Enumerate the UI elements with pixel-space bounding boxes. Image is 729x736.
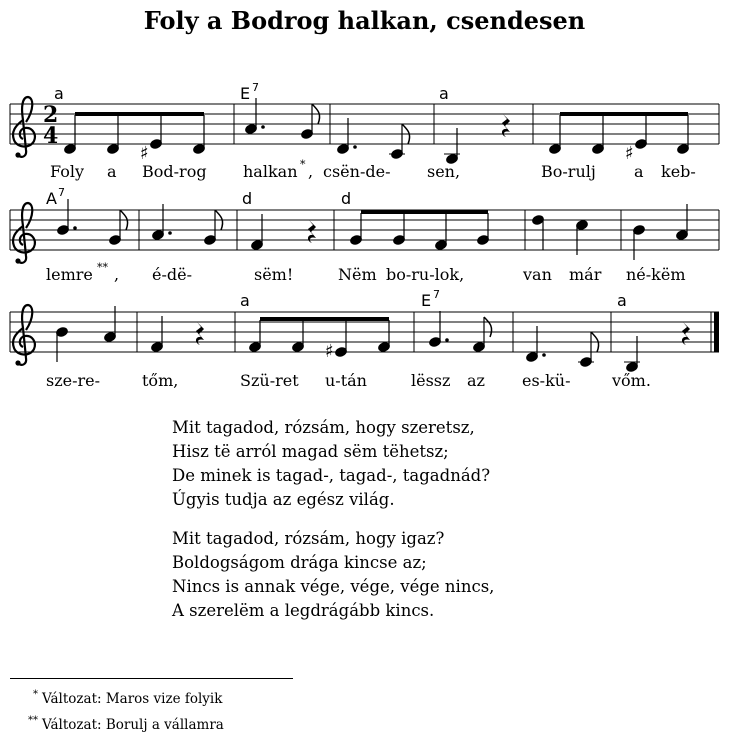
svg-text:es-kü-: es-kü-	[522, 371, 571, 390]
svg-text:,: ,	[114, 265, 120, 284]
svg-text:a: a	[107, 162, 117, 181]
lyrics-line-1	[50, 158, 696, 181]
svg-text:*: *	[300, 158, 306, 171]
chord-label: E	[421, 291, 432, 310]
notes-system-1	[63, 98, 689, 165]
svg-text:,: ,	[308, 162, 314, 181]
svg-text:Bo-rulj: Bo-rulj	[541, 162, 596, 181]
svg-text:é-dë-: é-dë-	[152, 265, 192, 284]
lyrics-line-3	[46, 371, 651, 390]
footnote-mark: *	[33, 689, 38, 700]
chord-superscript: 7	[252, 81, 259, 94]
svg-text:♯: ♯	[325, 341, 334, 362]
verse-line: Boldogságom drága kincse az;	[172, 553, 427, 572]
svg-text:sze-re-: sze-re-	[46, 371, 101, 390]
svg-text:Nëm: Nëm	[338, 265, 377, 284]
verse-line: Nincs is annak vége, vége, vége nincs,	[172, 577, 495, 596]
svg-text:sen,: sen,	[427, 162, 461, 181]
stanza	[172, 527, 494, 623]
svg-text:Bod-rog: Bod-rog	[142, 162, 207, 181]
treble-clef-icon	[13, 203, 35, 264]
svg-text:né-këm: né-këm	[626, 265, 686, 284]
treble-clef-icon	[13, 97, 35, 158]
song-title: Foly a Bodrog halkan, csendesen	[143, 6, 586, 35]
footnote-mark: **	[28, 715, 38, 726]
svg-text:van: van	[523, 265, 552, 284]
svg-text:4: 4	[43, 123, 59, 149]
stanza	[172, 416, 494, 512]
verse-line: Hisz të arról magad sëm tëhetsz;	[172, 442, 449, 461]
chord-label: a	[240, 291, 250, 310]
footnote	[18, 710, 224, 736]
svg-text:Foly: Foly	[50, 162, 85, 181]
svg-text:2: 2	[43, 102, 59, 128]
chord-label: A	[46, 189, 57, 208]
chord-superscript: 7	[433, 288, 440, 301]
verse-line: Úgyis tudja az egész világ.	[172, 490, 395, 509]
chord-label: a	[439, 84, 449, 103]
svg-text:a: a	[634, 162, 644, 181]
time-signature	[43, 102, 58, 149]
footnotes	[18, 684, 224, 736]
svg-text:halkan: halkan	[243, 162, 298, 181]
svg-text:Szü-ret: Szü-ret	[240, 371, 299, 390]
chord-superscript: 7	[58, 186, 65, 199]
svg-text:**: **	[97, 261, 108, 274]
svg-text:lëssz: lëssz	[411, 371, 451, 390]
svg-text:♯: ♯	[625, 143, 634, 164]
verses	[172, 416, 494, 638]
svg-text:már: már	[569, 265, 602, 284]
svg-text:csën-de-: csën-de-	[323, 162, 391, 181]
chord-label: E	[240, 84, 251, 103]
verse-line: A szerelëm a legdrágább kincs.	[172, 601, 435, 620]
svg-text:keb-: keb-	[661, 162, 696, 181]
svg-text:♯: ♯	[140, 143, 149, 164]
svg-text:tőm,: tőm,	[142, 371, 179, 390]
staff-system-3	[10, 288, 719, 390]
chord-label: d	[242, 189, 253, 208]
staff-system-1	[10, 81, 719, 181]
svg-text:bo-ru-lok,: bo-ru-lok,	[386, 265, 465, 284]
footnote-text: Változat: Maros vize folyik	[42, 691, 223, 707]
footnote-text: Változat: Borulj a vállamra	[42, 717, 224, 733]
staff-system-2	[10, 186, 719, 284]
chord-label: a	[54, 84, 64, 103]
svg-text:lemre: lemre	[46, 265, 93, 284]
svg-text:sëm!: sëm!	[254, 265, 294, 284]
footnote-divider	[10, 678, 293, 679]
chord-label: d	[341, 189, 352, 208]
chord-label: a	[617, 291, 627, 310]
treble-clef-icon	[13, 305, 35, 366]
svg-text:az: az	[467, 371, 485, 390]
verse-line: De minek is tagad-, tagad-, tagadnád?	[172, 466, 491, 485]
svg-text:u-tán: u-tán	[325, 371, 367, 390]
verse-line: Mit tagadod, rózsám, hogy igaz?	[172, 529, 445, 548]
lyrics-line-2	[46, 261, 686, 284]
final-barline	[714, 312, 719, 352]
verse-line: Mit tagadod, rózsám, hogy szeretsz,	[172, 418, 475, 437]
footnote	[18, 684, 224, 710]
notes-system-3	[55, 306, 690, 373]
svg-text:vőm.: vőm.	[612, 371, 651, 390]
